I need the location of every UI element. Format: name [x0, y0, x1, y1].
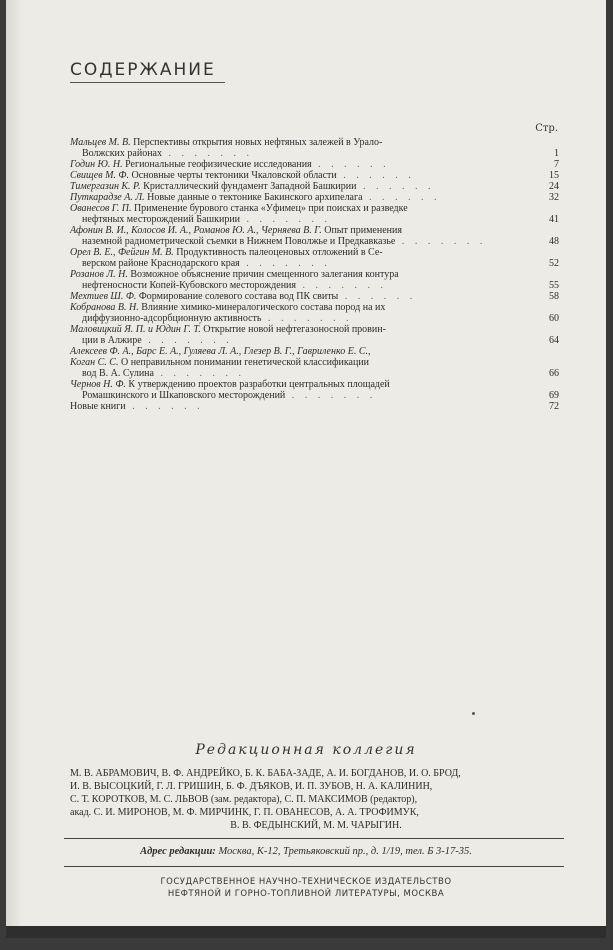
- page-sheet: [6, 0, 606, 938]
- toc-page-number: 1: [554, 148, 559, 159]
- toc-author: Чернов Н. Ф.: [70, 379, 126, 390]
- toc-first-line: [70, 137, 535, 148]
- toc-first-line: [70, 247, 535, 258]
- toc-author: Свищев М. Ф.: [70, 170, 129, 181]
- publisher-line-2: НЕФТЯНОЙ И ГОРНО-ТОПЛИВНОЙ ЛИТЕРАТУРЫ, МОСКВА: [167, 889, 445, 899]
- toc-title-continued: [70, 368, 535, 379]
- address-text: Москва, К-12, Третьяковский пр., д. 1/19, тел. Б 3-17-35.: [218, 846, 472, 857]
- toc-title: Формирование солевого состава вод ПК свиты: [138, 291, 339, 302]
- toc-entry-text: [70, 401, 535, 412]
- toc-first-line: [70, 401, 535, 412]
- toc-title: К утверждению проектов разработки центральных площадей: [128, 379, 390, 390]
- toc-title-continued: [70, 313, 535, 324]
- toc-title: Продуктивность палеоценовых отложений в Се-: [176, 247, 383, 258]
- toc-page-number: 15: [549, 170, 559, 181]
- toc-title: Опыт применения: [324, 225, 402, 236]
- toc-page-number: 66: [549, 368, 559, 379]
- toc-entry-text: [70, 247, 535, 269]
- toc-title-line-2: наземной радиометрической съемки в Нижнем Поволжье и Предкавказье: [82, 236, 396, 247]
- leader-dots: . . . . . . .: [261, 313, 353, 324]
- board-line: И. В. ВЫСОЦКИЙ, Г. Л. ГРИШИН, Б. Ф. ДЪЯКОВ, И. П. ЗУБОВ, Н. А. КАЛИНИН,: [70, 781, 433, 792]
- toc-entry-text: [70, 159, 535, 170]
- board-line: М. В. АБРАМОВИЧ, В. Ф. АНДРЕЙКО, Б. К. БАБА-ЗАДЕ, А. И. БОГДАНОВ, И. О. БРОД,: [70, 768, 461, 779]
- toc-first-line: [70, 357, 535, 368]
- toc-title: Новые данные о тектонике Бакинского архипелага: [147, 192, 363, 203]
- toc-entry-text: [70, 181, 535, 192]
- editorial-address: [6, 846, 606, 857]
- toc-title-line-2: диффузионно-адсорбционную активность: [82, 313, 262, 324]
- toc-entry-text: [70, 269, 535, 291]
- publisher-line-1: ГОСУДАРСТВЕННОЕ НАУЧНО-ТЕХНИЧЕСКОЕ ИЗДАТЕЛЬСТВО: [160, 877, 452, 887]
- table-of-contents: [70, 137, 559, 412]
- leader-dots: . . . . . .: [362, 192, 441, 203]
- board-line: С. Т. КОРОТКОВ, М. С. ЛЬВОВ (зам. редактора), С. П. МАКСИМОВ (редактор),: [70, 794, 418, 805]
- toc-author: Маловицкий Я. П. и Юдин Г. Т.: [70, 324, 201, 335]
- toc-author: Ованесов Г. П.: [70, 203, 132, 214]
- toc-entry: [70, 137, 559, 159]
- toc-page-number: 64: [549, 335, 559, 346]
- toc-entry-text: [70, 346, 535, 357]
- toc-page-number: 7: [554, 159, 559, 170]
- toc-first-line: [70, 302, 535, 313]
- toc-page-number: 52: [549, 258, 559, 269]
- toc-author: Афонин В. И., Колосов И. А., Романов Ю. А., Черняева В. Г.: [70, 225, 322, 236]
- leader-dots: . . . . . .: [336, 170, 415, 181]
- toc-title: Открытие новой нефтегазоносной провин-: [203, 324, 386, 335]
- toc-entry-text: [70, 170, 535, 181]
- toc-author: Алексеев Ф. А., Барс Е. А., Гуляева Л. А., Глезер В. Г., Гавриленко Е. С.,: [70, 346, 371, 357]
- toc-entry: [70, 379, 559, 401]
- divider-top: [64, 838, 564, 839]
- toc-first-line: [70, 379, 535, 390]
- leader-dots: . . . . . .: [356, 181, 435, 192]
- toc-entry-text: [70, 302, 535, 324]
- title-underline: [70, 82, 225, 83]
- toc-entry-text: [70, 357, 535, 379]
- toc-entry: [70, 401, 559, 412]
- divider-bottom: [64, 866, 564, 867]
- toc-entry-text: [70, 192, 535, 203]
- toc-title-continued: [70, 335, 535, 346]
- toc-entry: [70, 302, 559, 324]
- toc-author: Коган С. С.: [70, 357, 119, 368]
- toc-title: Новые книги: [70, 401, 126, 412]
- toc-author: Розанов Л. Н.: [70, 269, 128, 280]
- toc-title-line-2: Волжских районах: [82, 148, 162, 159]
- toc-first-line: [70, 159, 535, 170]
- toc-page-number: 32: [549, 192, 559, 203]
- toc-title-continued: [70, 148, 535, 159]
- paper-speck: [472, 712, 475, 715]
- leader-dots: . . . . . . .: [285, 390, 377, 401]
- toc-entry: [70, 170, 559, 181]
- page-bottom-edge: [6, 926, 606, 938]
- toc-entry-text: [70, 137, 535, 159]
- toc-entry: [70, 247, 559, 269]
- leader-dots: . . . . . . .: [239, 258, 331, 269]
- toc-first-line: [70, 324, 535, 335]
- toc-entry: [70, 346, 559, 357]
- toc-title: Влияние химико-минералогического состава пород на их: [141, 302, 386, 313]
- toc-author: Мальцев М. В.: [70, 137, 131, 148]
- toc-title: О неправильном понимании генетической классификации: [120, 357, 370, 368]
- leader-dots: . . . . . .: [311, 159, 390, 170]
- leader-dots: . . . . . . .: [296, 280, 388, 291]
- toc-author: Годин Ю. Н.: [70, 159, 123, 170]
- toc-page-number: 60: [549, 313, 559, 324]
- toc-first-line: [70, 225, 535, 236]
- toc-title-continued: [70, 214, 535, 225]
- toc-title-line-2: ции в Алжире: [82, 335, 142, 346]
- toc-title: Перспективы открытия новых нефтяных залежей в Урало-: [133, 137, 383, 148]
- toc-first-line: [70, 346, 535, 357]
- page-title: СОДЕРЖАНИЕ: [70, 60, 216, 80]
- toc-title: Региональные геофизические исследования: [125, 159, 312, 170]
- toc-page-number: 24: [549, 181, 559, 192]
- toc-entry-text: [70, 379, 535, 401]
- toc-first-line: [70, 203, 535, 214]
- page-crease: [6, 0, 22, 938]
- toc-first-line: [70, 181, 535, 192]
- toc-title: Основные черты тектоники Чкаловской области: [131, 170, 337, 181]
- toc-page-number: 55: [549, 280, 559, 291]
- toc-entry-text: [70, 324, 535, 346]
- leader-dots: . . . . . . .: [395, 236, 487, 247]
- toc-entry: [70, 192, 559, 203]
- toc-first-line: [70, 291, 535, 302]
- toc-title: Кристаллический фундамент Западной Башкирии: [143, 181, 357, 192]
- toc-entry-text: [70, 203, 535, 225]
- leader-dots: . . . . . . .: [153, 368, 245, 379]
- toc-page-number: 41: [549, 214, 559, 225]
- toc-title-continued: [70, 390, 535, 401]
- toc-author: Орел В. Е., Фейгин М. В.: [70, 247, 174, 258]
- toc-entry-text: [70, 291, 535, 302]
- toc-title-continued: [70, 258, 535, 269]
- toc-first-line: [70, 269, 535, 280]
- toc-title-line-2: нефтяных месторождений Башкирии: [82, 214, 241, 225]
- leader-dots: . . . . . .: [338, 291, 417, 302]
- toc-title: Возможное объяснение причин смещенного залегания контура: [130, 269, 399, 280]
- toc-author: Кобранова В. Н.: [70, 302, 139, 313]
- toc-entry-text: [70, 225, 535, 247]
- toc-author: Тимергазин К. Р.: [70, 181, 141, 192]
- toc-page-number: 58: [549, 291, 559, 302]
- publisher-imprint: [6, 876, 606, 900]
- toc-first-line: [70, 192, 535, 203]
- address-label: Адрес редакции:: [140, 846, 216, 857]
- toc-title-continued: [70, 280, 535, 291]
- toc-author: Путкарадзе А. Л.: [70, 192, 145, 203]
- toc-entry: [70, 203, 559, 225]
- toc-author: Мехтиев Ш. Ф.: [70, 291, 137, 302]
- toc-title-line-2: верском районе Краснодарского края: [82, 258, 240, 269]
- toc-title-line-2: Ромашкинского и Шкаповского месторождений: [82, 390, 286, 401]
- toc-title-continued: [70, 236, 535, 247]
- toc-entry: [70, 357, 559, 379]
- toc-title-line-2: вод В. А. Сулина: [82, 368, 154, 379]
- leader-dots: . . . . . . .: [162, 148, 253, 159]
- leader-dots: . . . . . .: [125, 401, 204, 412]
- toc-first-line: [70, 170, 535, 181]
- toc-page-number: 69: [549, 390, 559, 401]
- board-line: акад. С. И. МИРОНОВ, М. Ф. МИРЧИНК, Г. П. ОВАНЕСОВ, А. А. ТРОФИМУК,: [70, 807, 419, 818]
- page-column-label: Стр.: [535, 123, 558, 134]
- leader-dots: . . . . . . .: [240, 214, 332, 225]
- toc-page-number: 48: [549, 236, 559, 247]
- toc-title: Применение бурового станка «Уфимец» при поисках и разведке: [133, 203, 408, 214]
- editorial-board-title: Редакционная коллегия: [195, 742, 417, 758]
- toc-page-number: 72: [549, 401, 559, 412]
- toc-entry: [70, 181, 559, 192]
- toc-entry: [70, 324, 559, 346]
- toc-entry: [70, 159, 559, 170]
- toc-entry: [70, 291, 559, 302]
- toc-entry: [70, 225, 559, 247]
- board-line: В. В. ФЕДЫНСКИЙ, М. М. ЧАРЫГИН.: [230, 820, 402, 831]
- toc-title-line-2: нефтеносности Копей-Кубовского месторождения: [82, 280, 297, 291]
- toc-entry: [70, 269, 559, 291]
- editorial-board-members: [70, 767, 562, 832]
- leader-dots: . . . . . . .: [141, 335, 233, 346]
